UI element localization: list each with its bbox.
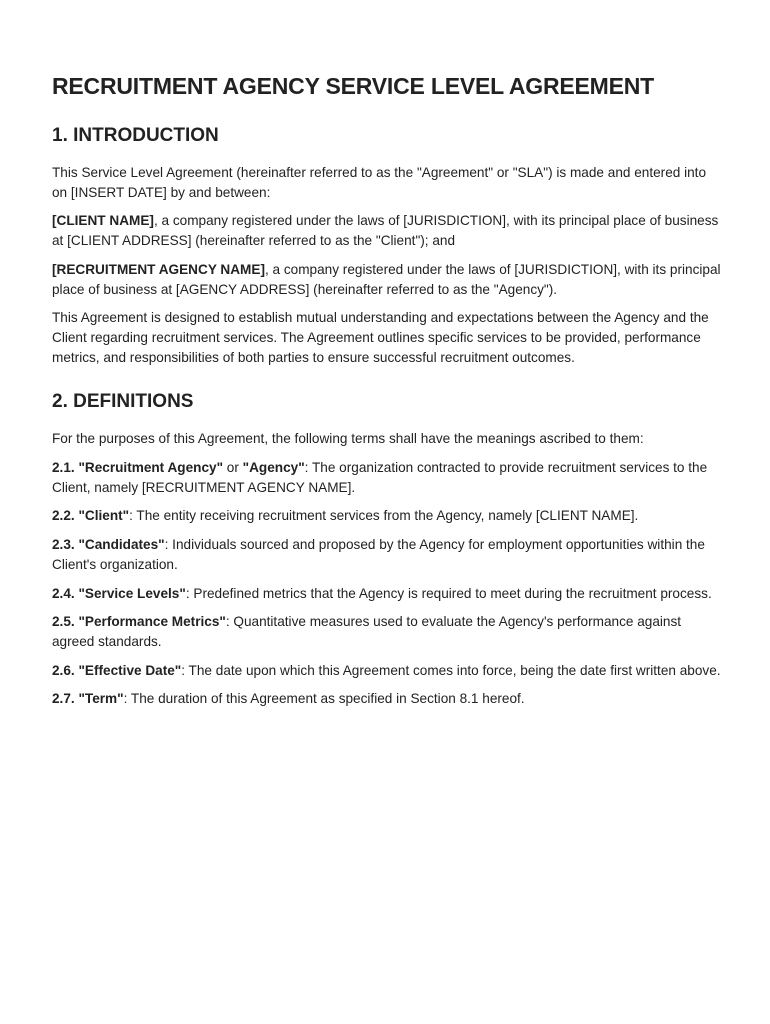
definition-term: 2.2. "Client" (52, 508, 130, 524)
definition-item (52, 584, 722, 604)
definition-text: : The duration of this Agreement as specified in Section 8.1 hereof. (123, 691, 525, 707)
definition-item (52, 612, 722, 651)
introduction-heading: 1. INTRODUCTION (52, 125, 219, 146)
client-party-text: , a company registered under the laws of [JURISDICTION], with its principal place of business at [CLIENT ADDRESS] (hereinafter referred to as the "Client"); and (52, 213, 719, 249)
definition-item (52, 535, 722, 574)
definitions-heading: 2. DEFINITIONS (52, 391, 194, 413)
definition-term: 2.5. "Performance Metrics" (52, 614, 226, 630)
definition-item (52, 661, 722, 681)
document-page (52, 70, 722, 709)
introduction-paragraph: This Service Level Agreement (hereinafter referred to as the "Agreement" or "SLA") is made and entered into on [INSERT DATE] by and between: (52, 165, 707, 200)
definition-term: 2.4. "Service Levels" (52, 585, 186, 601)
document-title: RECRUITMENT AGENCY SERVICE LEVEL AGREEMENT (52, 73, 655, 99)
definition-connector: or (223, 460, 243, 476)
definitions-intro-paragraph: For the purposes of this Agreement, the following terms shall have the meanings ascribed to them: (52, 431, 644, 447)
definition-text: : Predefined metrics that the Agency is required to meet during the recruitment process. (185, 585, 712, 601)
purpose-paragraph: This Agreement is designed to establish mutual understanding and expectations between the Agency and the Client regarding recruitment services. The Agreement outlines specific services to be provided, performance metrics, and responsibilities of both parties to ensure successful recruitment outcomes. (52, 310, 709, 365)
client-party-paragraph (52, 211, 722, 250)
definition-term: 2.6. "Effective Date" (52, 662, 182, 678)
definition-item (52, 689, 722, 709)
agency-party-paragraph (52, 260, 722, 299)
agency-name: [RECRUITMENT AGENCY NAME] (52, 261, 265, 277)
definition-term: 2.3. "Candidates" (52, 537, 165, 553)
definition-term: 2.1. "Recruitment Agency" (52, 460, 224, 476)
definition-text: : The entity receiving recruitment services from the Agency, namely [CLIENT NAME]. (129, 508, 639, 524)
agency-party-text: , a company registered under the laws of [JURISDICTION], with its principal place of business at [AGENCY ADDRESS] (hereinafter referred to as the "Agency"). (52, 261, 721, 297)
definition-text: : Quantitative measures used to evaluate the Agency's performance against agreed standards. (52, 614, 682, 649)
client-name: [CLIENT NAME] (52, 213, 154, 229)
definition-item (52, 506, 722, 526)
definition-item (52, 458, 722, 497)
definition-term-alias: "Agency" (242, 460, 305, 476)
definition-text: : The organization contracted to provide recruitment services to the Client, namely [RECRUITMENT AGENCY NAME]. (52, 460, 708, 495)
definition-text: : The date upon which this Agreement comes into force, being the date first written above. (181, 662, 721, 678)
definition-text: : Individuals sourced and proposed by the Agency for employment opportunities within the Client's organization. (52, 537, 705, 572)
definition-term: 2.7. "Term" (52, 691, 124, 707)
